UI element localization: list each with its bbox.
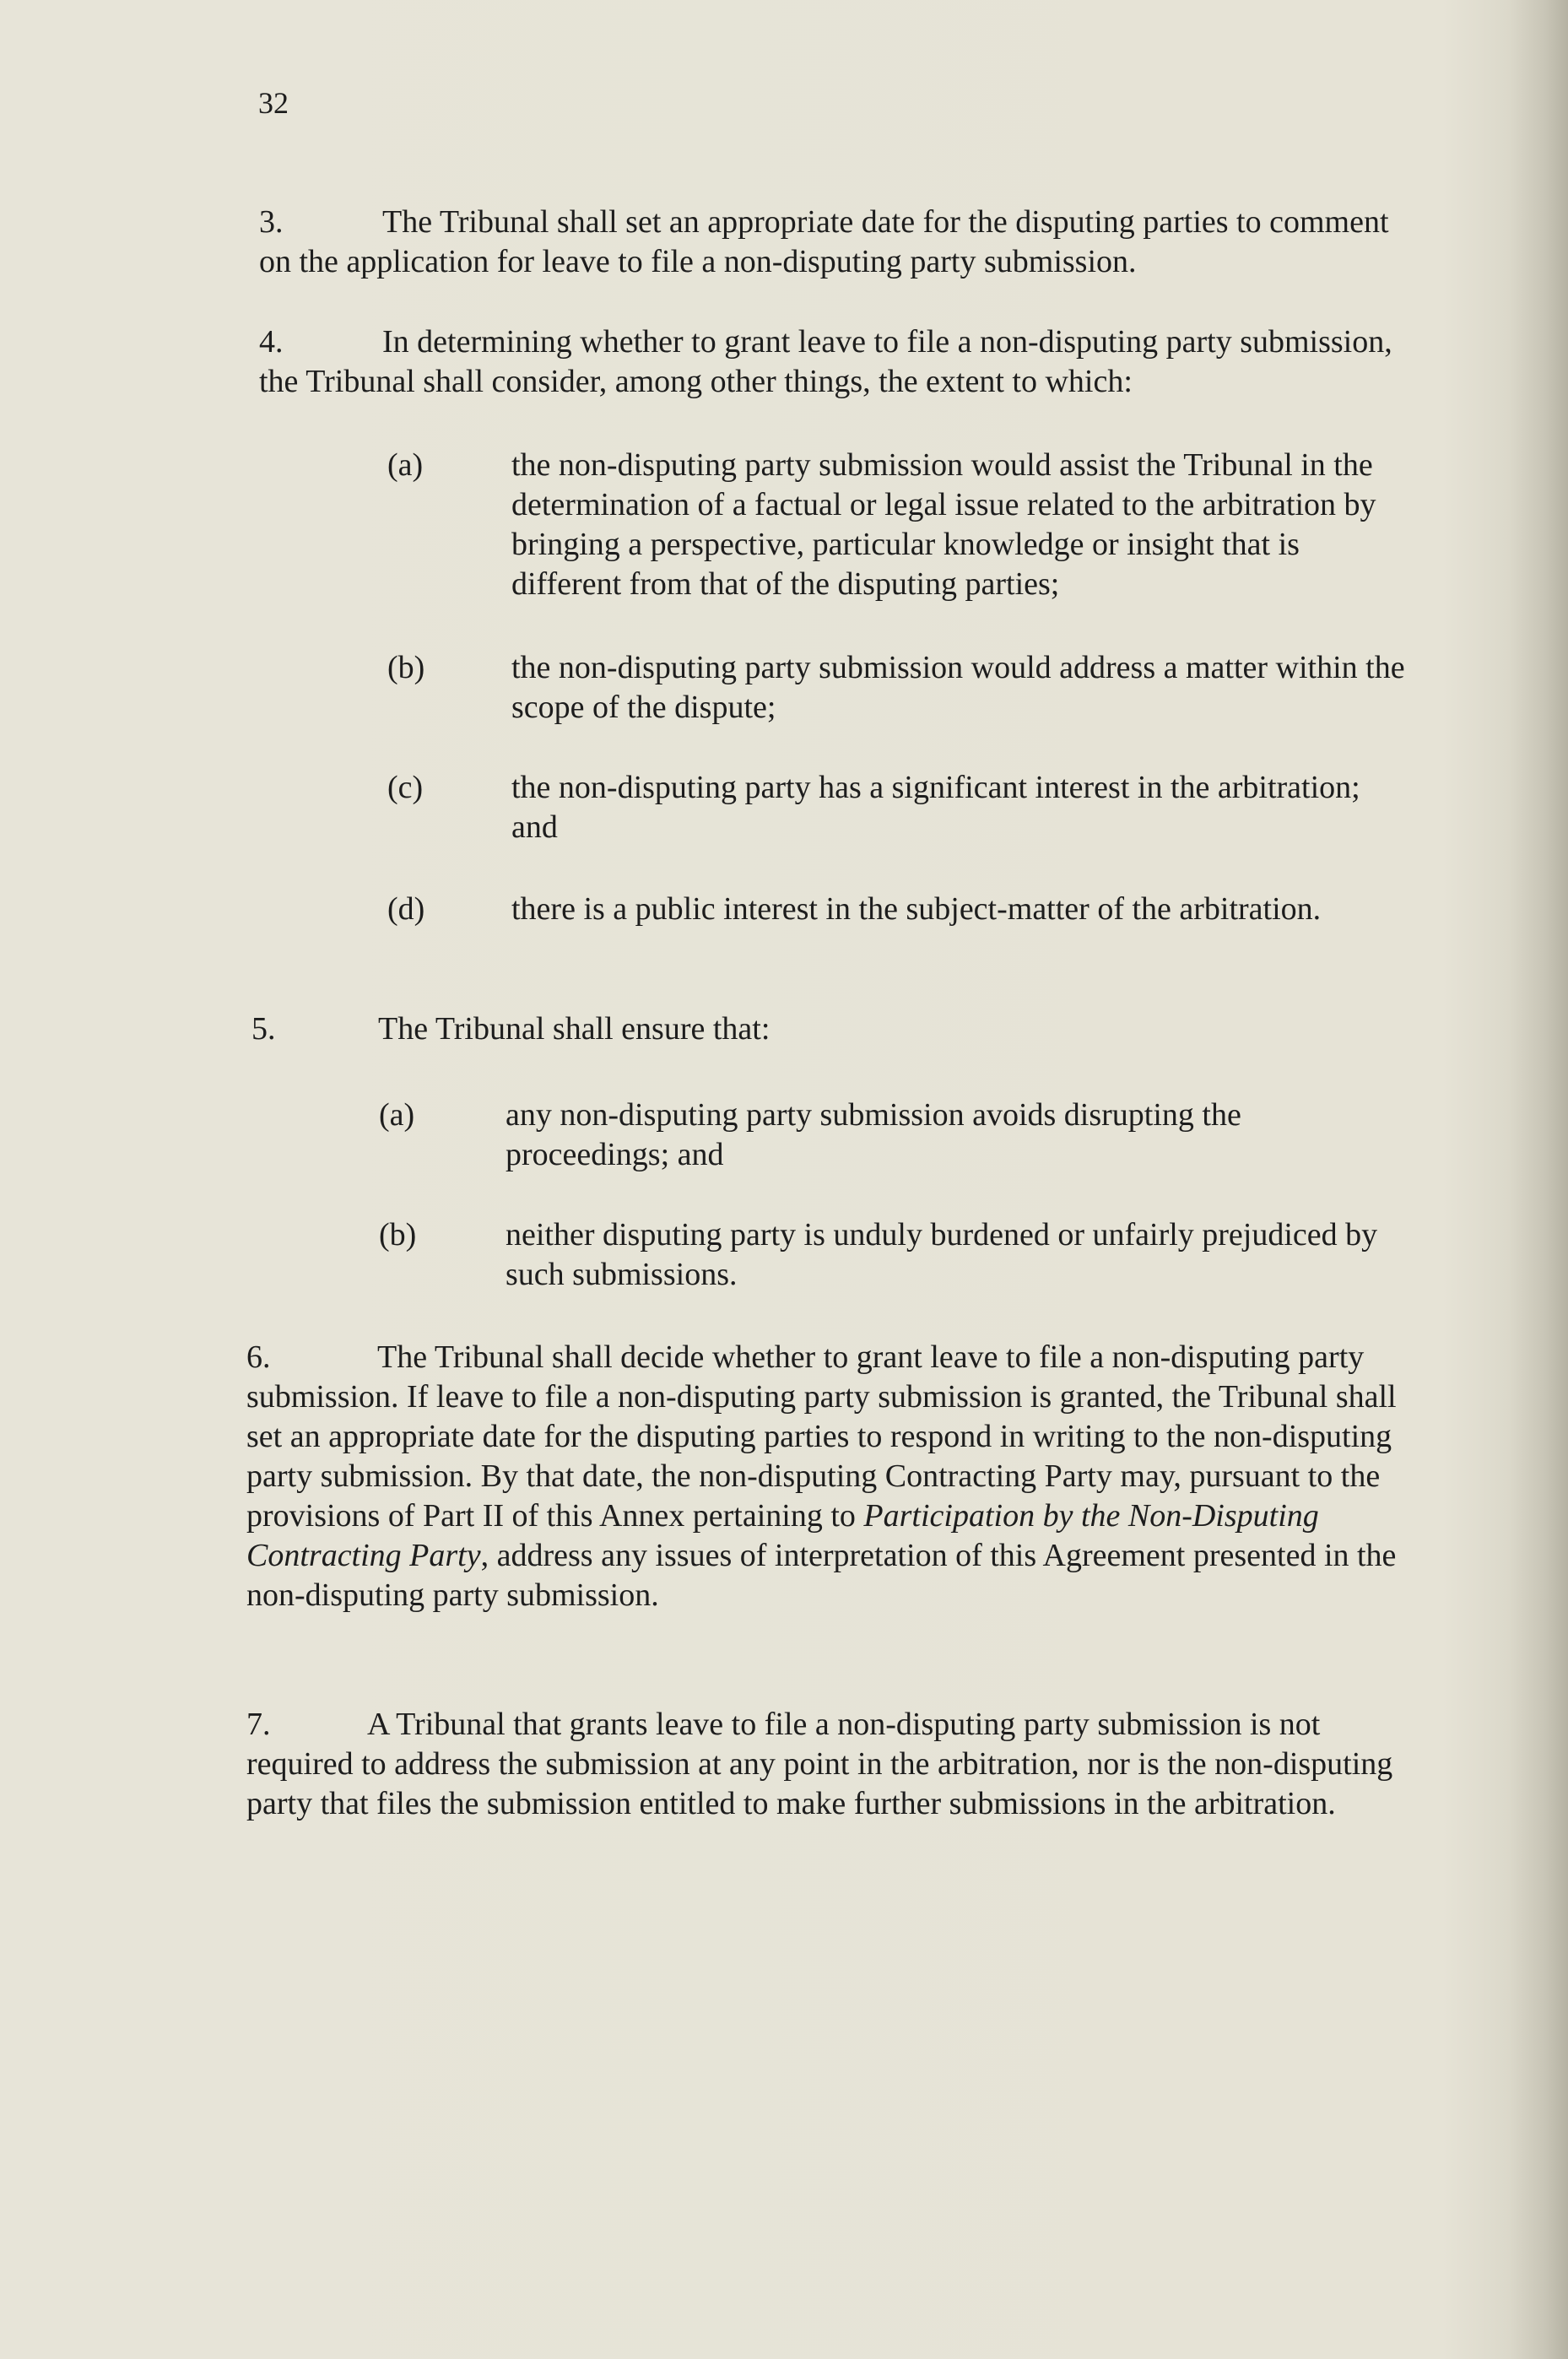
binding-shadow: [1509, 0, 1568, 2359]
paragraph-6: [246, 1338, 1411, 1615]
paragraph-number: 7.: [246, 1707, 271, 1742]
item-label: (b): [379, 1217, 417, 1253]
item-text: neither disputing party is unduly burdened or unfairly prejudiced by such submissions.: [506, 1217, 1378, 1292]
paragraph-4: [259, 322, 1407, 402]
paragraph-text-continued: , address any issues of interpretation of this Agreement presented in the non-disputing party submission.: [246, 1538, 1397, 1613]
item-label: (a): [379, 1097, 415, 1133]
paragraph-number: 5.: [251, 1011, 276, 1047]
item-label: (c): [387, 770, 424, 805]
item-label: (d): [387, 891, 425, 927]
item-text: there is a public interest in the subject-matter of the arbitration.: [511, 891, 1322, 927]
item-text: the non-disputing party submission would address a matter within the scope of the dispute;: [511, 650, 1405, 725]
paragraph-text: A Tribunal that grants leave to file a non-disputing party submission is not required to address the submission at any point in the arbitration, nor is the non-disputing party that files the submission entitled to make further submissions in the arbitration.: [246, 1707, 1393, 1821]
page-number: 32: [258, 86, 289, 120]
paragraph-5: [251, 1009, 1399, 1049]
paragraph-text: The Tribunal shall set an appropriate date for the disputing parties to comment on the application for leave to file a non-disputing party submission.: [259, 204, 1389, 279]
paragraph-text: In determining whether to grant leave to file a non-disputing party submission, the Tribunal shall consider, among other things, the extent to which:: [259, 324, 1392, 399]
paragraph-3: [259, 203, 1407, 282]
paragraph-number: 3.: [259, 204, 284, 240]
item-label: (b): [387, 650, 425, 685]
paragraph-number: 4.: [259, 324, 284, 360]
item-text: the non-disputing party has a significant interest in the arbitration; and: [511, 770, 1360, 845]
paragraph-text: The Tribunal shall decide whether to grant leave to file a non-disputing party submission. If leave to file a non-disputing party submission is granted, the Tribunal shall set an appropriate date for the disputing parties to respond in writing to the non-disputing party submission. By that date, the non-disputing Contracting Party may, pursuant to the provisions of Part II of this Annex pertaining to: [246, 1339, 1397, 1534]
paragraph-text: The Tribunal shall ensure that:: [378, 1011, 770, 1047]
item-text: the non-disputing party submission would assist the Tribunal in the determination of a factual or legal issue related to the arbitration by bringing a perspective, particular knowledge or insight that is different from that of the disputing parties;: [511, 447, 1376, 602]
paragraph-italic-reference: Participation by the Non-Disputing Contracting Party: [246, 1498, 1319, 1573]
paragraph-7: [246, 1705, 1411, 1824]
paragraph-number: 6.: [246, 1339, 271, 1375]
item-text: any non-disputing party submission avoids disrupting the proceedings; and: [506, 1097, 1241, 1172]
item-label: (a): [387, 447, 424, 483]
